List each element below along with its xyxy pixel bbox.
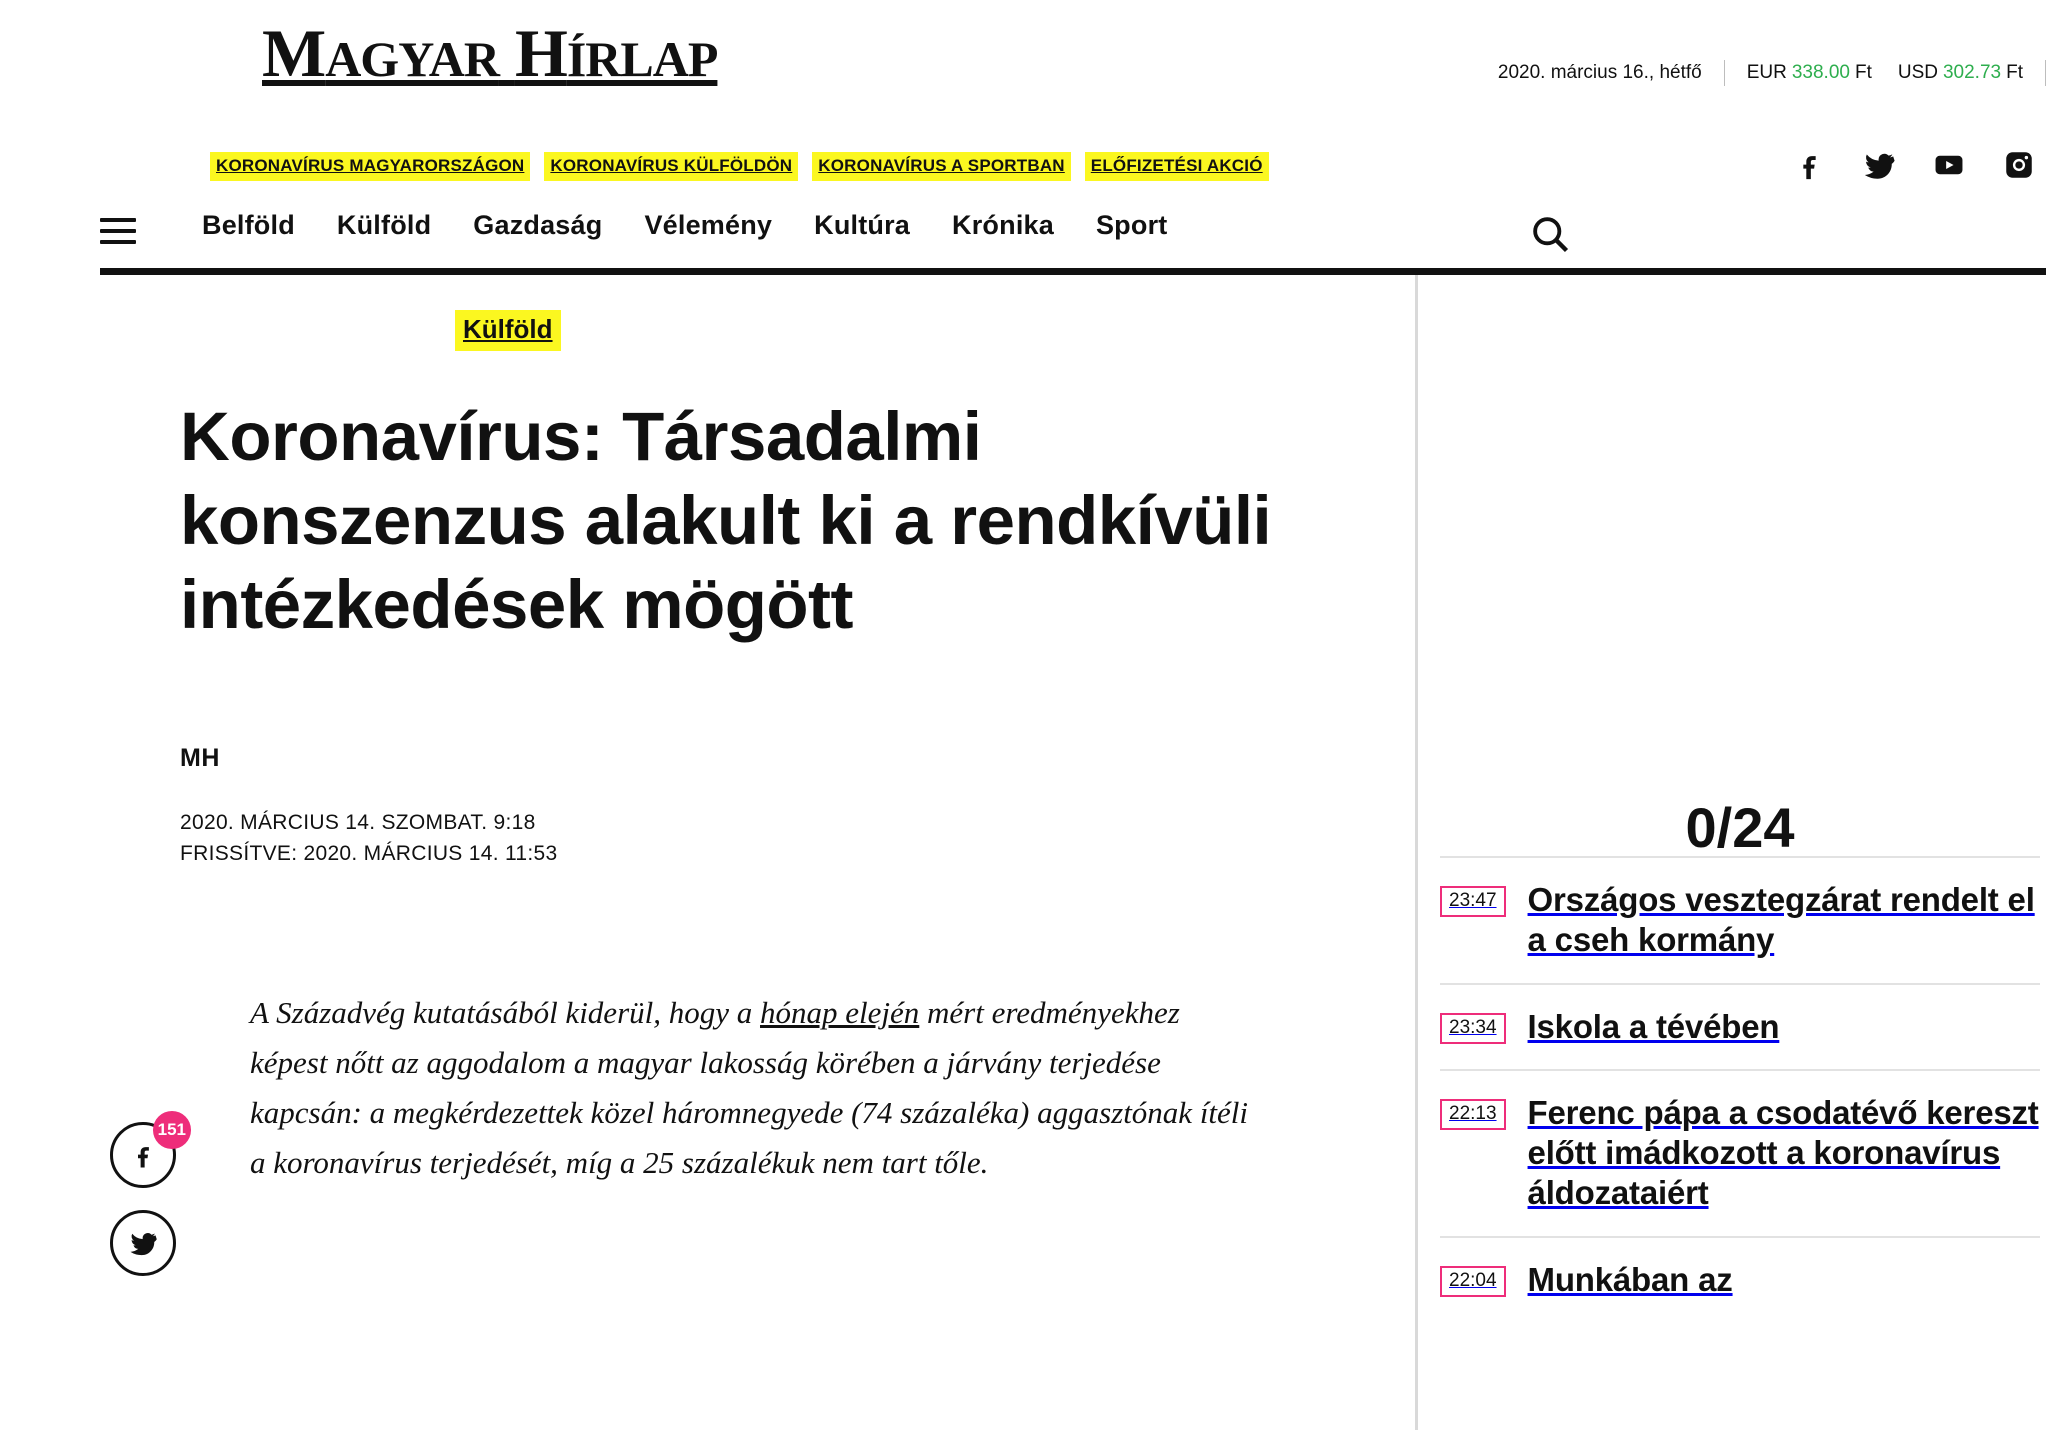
nav-bottom-rule [100, 268, 2046, 275]
highlight-tag-koronavirus-a-sportban[interactable]: KORONAVÍRUS A SPORTBAN [812, 152, 1071, 181]
news-title: Iskola a tévében [1527, 1007, 1780, 1045]
news-title: Ferenc pápa a csodatévő kereszt előtt imádkozott a koronavírus áldozataiért [1527, 1093, 2039, 1212]
ticker-separator: / [1716, 796, 1733, 859]
news-time: 23:47 [1440, 886, 1506, 917]
twitter-icon [128, 1228, 158, 1258]
exchange-rate-eur [1747, 62, 1872, 84]
list-item[interactable] [1440, 1236, 2040, 1322]
news-time: 22:04 [1440, 1266, 1506, 1297]
share-facebook-button[interactable] [110, 1120, 186, 1188]
ticker-count-total: 24 [1732, 796, 1795, 859]
news-title: Munkában az [1527, 1260, 1733, 1298]
usd-label: USD [1897, 62, 1938, 83]
main-navigation [0, 196, 2046, 268]
news-ticker-counter [1440, 796, 2040, 859]
list-item[interactable] [1440, 1069, 2040, 1236]
current-date: 2020. március 16., hétfő [1497, 62, 1702, 83]
facebook-icon [128, 1140, 158, 1170]
list-item[interactable] [1440, 856, 2040, 983]
share-facebook-count: 151 [153, 1111, 191, 1149]
hamburger-icon[interactable] [100, 218, 136, 244]
article-updated-date: FRISSÍTVE: 2020. MÁRCIUS 14. 11:53 [180, 842, 558, 866]
highlight-tag-koronavirus-magyarorszagon[interactable]: KORONAVÍRUS MAGYARORSZÁGON [210, 152, 530, 181]
usd-unit: Ft [2006, 62, 2023, 83]
nav-item-kulfold[interactable]: Külföld [336, 210, 432, 240]
nav-item-velemeny[interactable]: Vélemény [644, 210, 773, 240]
share-buttons [110, 1122, 200, 1298]
sidebar [1440, 300, 2040, 1322]
eur-value: 338.00 [1791, 62, 1850, 83]
social-links [1792, 148, 2036, 187]
article-title: Koronavírus: Társadalmi konszenzus alakult ki a rendkívüli intézkedések mögött [180, 398, 1272, 644]
column-divider [1415, 275, 1418, 1430]
top-bar [0, 0, 2046, 122]
article [180, 310, 1360, 1188]
highlight-tag-koronavirus-kulfoldon[interactable]: KORONAVÍRUS KÜLFÖLDÖN [544, 152, 798, 181]
article-lead: A Századvég kutatásából kiderül, hogy a hónap elején mért eredményekhez képest nőtt az aggodalom a magyar lakosság körében a járvány terjedése kapcsán: a megkérdezettek közel háromnegyede (74 százaléka) aggasztónak ítéli a koronavírus terjedését, míg a 25 százalékuk nem tart tőle. [250, 994, 1249, 1181]
nav-item-kronika[interactable]: Krónika [952, 210, 1054, 240]
site-logo-text-m: M [262, 15, 326, 91]
site-logo[interactable] [262, 14, 717, 93]
divider [1724, 60, 1725, 86]
site-logo-text-irlap: ÍRLAP [566, 31, 718, 87]
list-item[interactable] [1440, 983, 2040, 1069]
site-logo-text-h: H [514, 15, 567, 91]
nav-item-belfold[interactable]: Belföld [202, 210, 295, 240]
twitter-icon[interactable] [1862, 148, 1896, 187]
article-lead-link[interactable]: hónap elején [760, 994, 920, 1030]
youtube-icon[interactable] [1932, 148, 1966, 187]
eur-label: EUR [1746, 62, 1787, 83]
facebook-icon[interactable] [1792, 148, 1826, 187]
news-time: 23:34 [1440, 1013, 1506, 1044]
news-time: 22:13 [1440, 1099, 1506, 1130]
nav-item-kultura[interactable]: Kultúra [814, 210, 911, 240]
highlight-tag-elofizetesi-akcio[interactable]: ELŐFIZETÉSI AKCIÓ [1085, 152, 1269, 181]
nav-item-gazdasag[interactable]: Gazdaság [473, 210, 603, 240]
share-twitter-button[interactable] [110, 1210, 176, 1276]
search-icon[interactable] [1528, 212, 1572, 256]
article-dates [180, 807, 1360, 870]
news-title: Országos vesztegzárat rendelt el a cseh kormány [1527, 881, 2035, 959]
top-meta [1498, 60, 2046, 86]
eur-unit: Ft [1854, 62, 1872, 83]
nav-links [202, 210, 1167, 241]
site-logo-text-agyar: AGYAR [325, 31, 499, 87]
exchange-rate-usd [1898, 62, 2023, 84]
nav-item-sport[interactable]: Sport [1095, 210, 1168, 240]
highlight-tag-row [210, 152, 1269, 181]
instagram-icon[interactable] [2002, 148, 2036, 187]
article-published-date: 2020. MÁRCIUS 14. SZOMBAT. 9:18 [180, 810, 536, 834]
ticker-count-current: 0 [1685, 796, 1717, 859]
article-category-badge[interactable]: Külföld [455, 310, 561, 351]
usd-value: 302.73 [1942, 62, 2002, 83]
article-author: MH [180, 743, 220, 772]
